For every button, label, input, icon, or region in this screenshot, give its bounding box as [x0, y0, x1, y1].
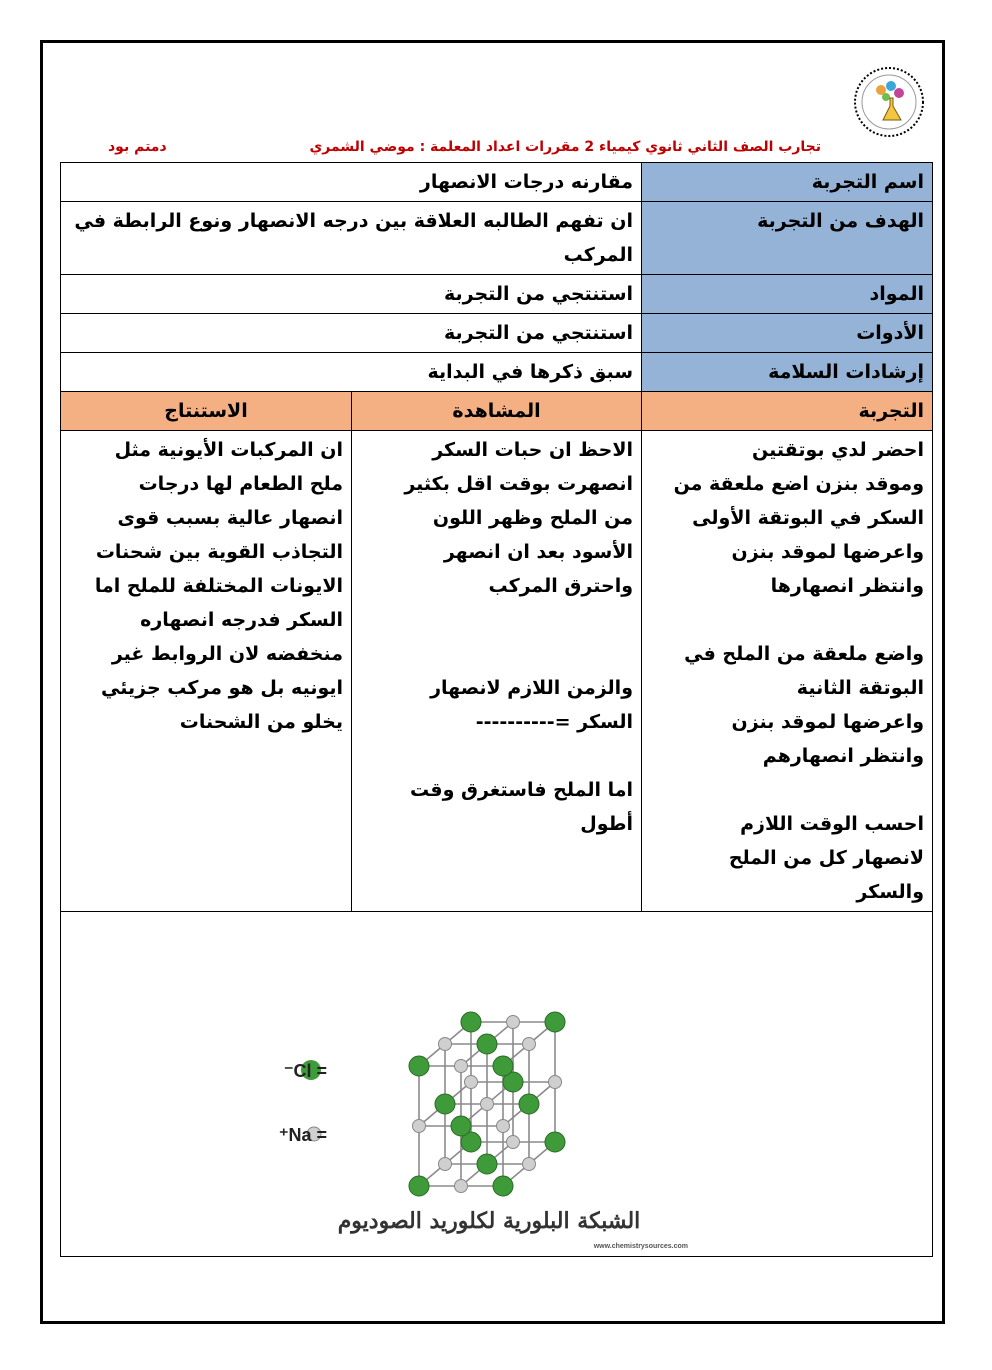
observation-line: أطول: [580, 813, 634, 835]
sodium-ion: [481, 1098, 494, 1111]
experiment-steps: [642, 431, 933, 912]
school-logo: [853, 66, 925, 138]
info-row-tools: [61, 314, 933, 353]
column-header-observation: المشاهدة: [352, 392, 642, 431]
figure-source: www.chemistrysources.com: [593, 1243, 689, 1250]
label-goal: الهدف من التجربة: [642, 202, 933, 275]
sodium-ion: [523, 1038, 536, 1051]
chloride-ion: [451, 1116, 471, 1136]
observation-line: من الملح وظهر اللون: [432, 507, 634, 529]
lattice-grid: [409, 1012, 565, 1196]
experiment-line: والسكر: [856, 881, 925, 903]
observation-line: [360, 739, 633, 773]
chloride-ion: [435, 1094, 455, 1114]
figure-row: [61, 912, 933, 1257]
experiment-table: [60, 162, 933, 1257]
chloride-ion: [409, 1176, 429, 1196]
header-title: تجارب الصف الثاني ثانوي كيمياء 2 مقررات اعداد المعلمة : موضي الشمري: [309, 139, 821, 155]
label-materials: المواد: [642, 275, 933, 314]
label-safety: إرشادات السلامة: [642, 353, 933, 392]
conclusion-line: الايونات المختلفة للملح اما: [94, 575, 344, 597]
value-safety: سبق ذكرها في البداية: [61, 353, 642, 392]
figure-cell: [61, 912, 933, 1257]
sodium-ion: [455, 1180, 468, 1193]
conclusion-text: [61, 431, 352, 912]
chloride-ion: [545, 1132, 565, 1152]
observation-line: [360, 603, 633, 637]
page-header: [60, 137, 931, 161]
conclusion-line: انصهار عالية بسبب قوى: [117, 507, 344, 529]
experiment-line: وموقد بنزن اضع ملعقة من: [673, 473, 925, 495]
column-header-row: [61, 392, 933, 431]
info-row-materials: [61, 275, 933, 314]
experiment-line: لانصهار كل من الملح: [728, 847, 925, 869]
sodium-ion: [497, 1120, 510, 1133]
experiment-line: احضر لدي بوتقتين: [752, 439, 925, 461]
sodium-ion: [507, 1136, 520, 1149]
sodium-ion: [523, 1158, 536, 1171]
sodium-ion: [507, 1016, 520, 1029]
info-row-goal: [61, 202, 933, 275]
conclusion-line: التجاذب القوية بين شحنات: [95, 541, 344, 563]
observation-line: والزمن اللازم لانصهار: [430, 677, 634, 699]
sodium-ion: [413, 1120, 426, 1133]
conclusion-line: ملح الطعام لها درجات: [138, 473, 344, 495]
chloride-ion: [493, 1056, 513, 1076]
label-experiment-name: اسم التجربة: [642, 163, 933, 202]
value-goal: ان تفهم الطالبه العلاقة بين درجه الانصهار ونوع الرابطة في المركب: [61, 202, 642, 275]
experiment-line: وانتظر انصهارها: [770, 575, 925, 597]
observation-line: الأسود بعد ان انصهر: [443, 541, 634, 563]
sodium-ion: [549, 1076, 562, 1089]
observation-line: السكر =----------: [475, 711, 634, 733]
header-tag: دمتم بود: [108, 139, 167, 155]
experiment-line: احسب الوقت اللازم: [740, 813, 925, 835]
nacl-lattice-figure: [54, 914, 924, 1254]
value-materials: استنتجي من التجربة: [61, 275, 642, 314]
chloride-ion: [409, 1056, 429, 1076]
legend-na-label: = Na⁺: [278, 1125, 328, 1145]
label-tools: الأدوات: [642, 314, 933, 353]
value-experiment-name: مقارنه درجات الانصهار: [61, 163, 642, 202]
conclusion-line: السكر فدرجه انصهاره: [140, 609, 344, 631]
experiment-line: واعرضها لموقد بنزن: [731, 711, 925, 733]
observation-line: انصهرت بوقت اقل بكثير: [404, 473, 634, 495]
chloride-ion: [519, 1094, 539, 1114]
experiment-line: واضع ملعقة من الملح في: [684, 643, 925, 665]
value-tools: استنتجي من التجربة: [61, 314, 642, 353]
chloride-ion: [493, 1176, 513, 1196]
observation-line: واحترق المركب: [488, 575, 634, 597]
sodium-ion: [455, 1060, 468, 1073]
experiment-line: [650, 603, 924, 637]
experiment-line: وانتظر انصهارهم: [762, 745, 925, 767]
observation-text: [352, 431, 642, 912]
conclusion-line: منخفضه لان الروابط غير: [111, 643, 344, 665]
sodium-ion: [439, 1038, 452, 1051]
experiment-line: واعرضها لموقد بنزن: [731, 541, 925, 563]
experiment-line: البوتقة الثانية: [796, 677, 925, 699]
observation-line: الاحظ ان حبات السكر: [432, 439, 634, 461]
column-header-experiment: التجربة: [642, 392, 933, 431]
sodium-ion: [439, 1158, 452, 1171]
sodium-ion: [465, 1076, 478, 1089]
conclusion-line: ان المركبات الأيونية مثل: [114, 439, 344, 461]
observation-line: اما الملح فاستغرق وقت: [410, 779, 634, 801]
observation-line: [360, 637, 633, 671]
column-header-conclusion: الاستنتاج: [61, 392, 352, 431]
chloride-ion: [461, 1012, 481, 1032]
legend-cl-label: = Cl⁻: [283, 1061, 328, 1081]
experiment-line: السكر في البوتقة الأولى: [692, 507, 925, 529]
figure-caption: الشبكة البلورية لكلوريد الصوديوم: [337, 1208, 641, 1234]
info-row-safety: [61, 353, 933, 392]
conclusion-line: يخلو من الشحنات: [179, 711, 344, 733]
chloride-ion: [477, 1154, 497, 1174]
experiment-line: [650, 773, 924, 807]
info-row-name: [61, 163, 933, 202]
conclusion-line: ايونيه بل هو مركب جزيئي: [101, 677, 344, 699]
body-row: [61, 431, 933, 912]
chloride-ion: [545, 1012, 565, 1032]
chloride-ion: [477, 1034, 497, 1054]
